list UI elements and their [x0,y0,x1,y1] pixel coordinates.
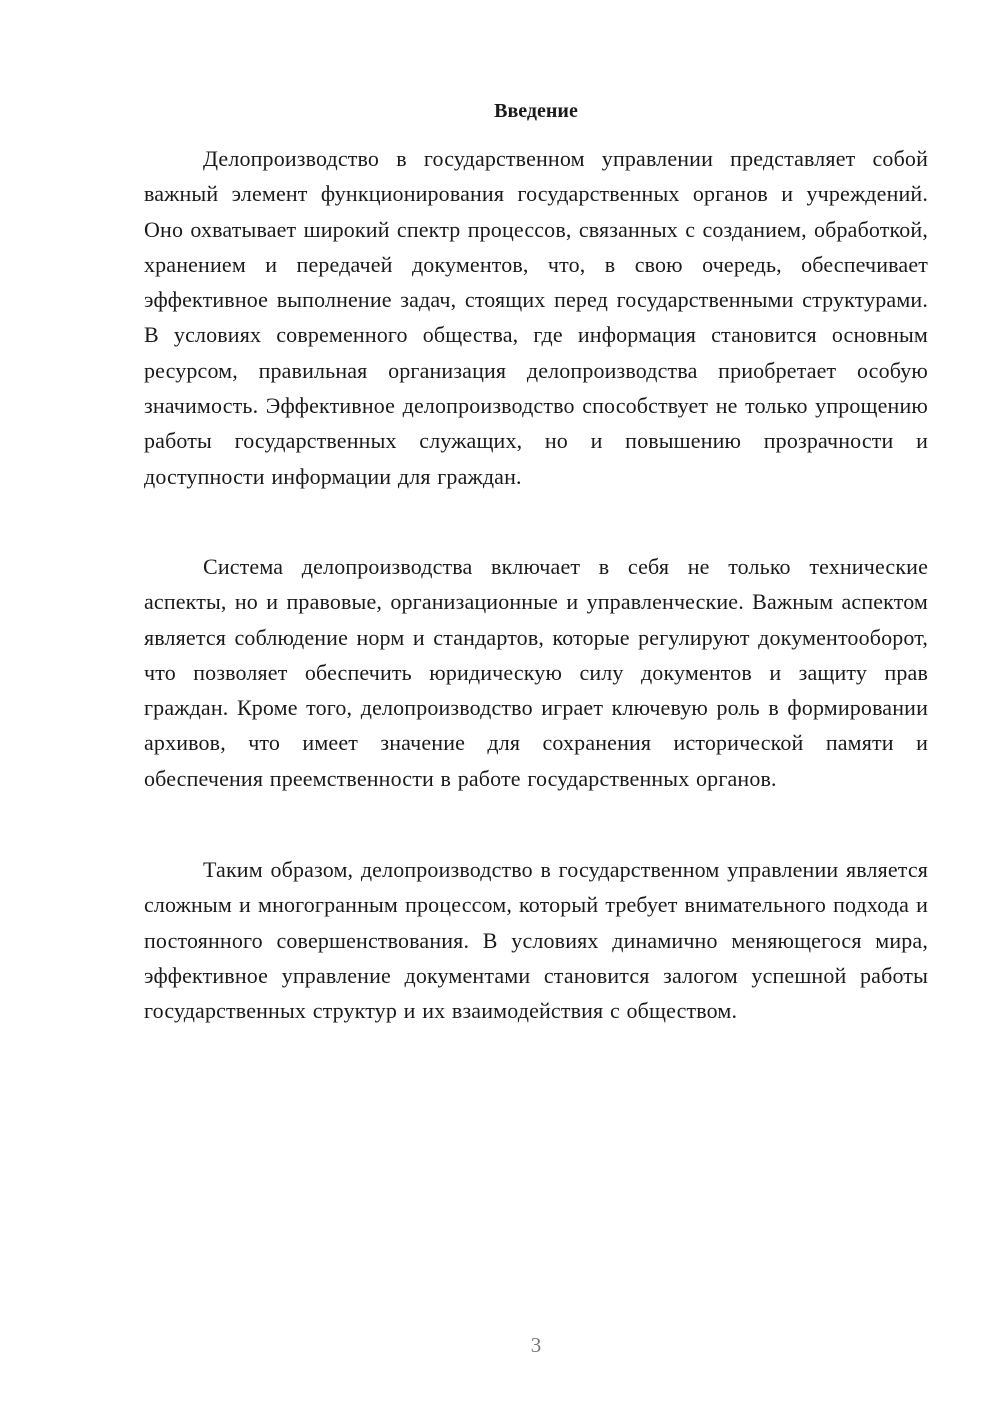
paragraph-3: Таким образом, делопроизводство в государственном управлении является сложным и многогранным процессом, который требует внимательного подхода и постоянного совершенствования. В условиях динамично меняющегося мира, эффективное управление документами становится залогом успешной работы государственных структур и их взаимодействия с обществом. [144,857,928,1024]
section-heading: Введение [494,100,578,122]
paragraph-1: Делопроизводство в государственном управлении представляет собой важный элемент функционирования государственных органов и учреждений. Оно охватывает широкий спектр процессов, связанных с созданием, обработкой, хранением и передачей документов, что, в свою очередь, обеспечивает эффективное выполнение задач, стоящих перед государственными структурами. В условиях современного общества, где информация становится основным ресурсом, правильная организация делопроизводства приобретает особую значимость. Эффективное делопроизводство способствует не только упрощению работы государственных служащих, но и повышению прозрачности и доступности информации для граждан. [144,146,928,489]
paragraph-2: Система делопроизводства включает в себя не только технические аспекты, но и правовые, организационные и управленческие. Важным аспектом является соблюдение норм и стандартов, которые регулируют документооборот, что позволяет обеспечить юридическую силу документов и защиту прав граждан. Кроме того, делопроизводство играет ключевую роль в формировании архивов, что имеет значение для сохранения исторической памяти и обеспечения преемственности в работе государственных органов. [144,554,928,791]
page-number: 3 [530,1333,542,1357]
